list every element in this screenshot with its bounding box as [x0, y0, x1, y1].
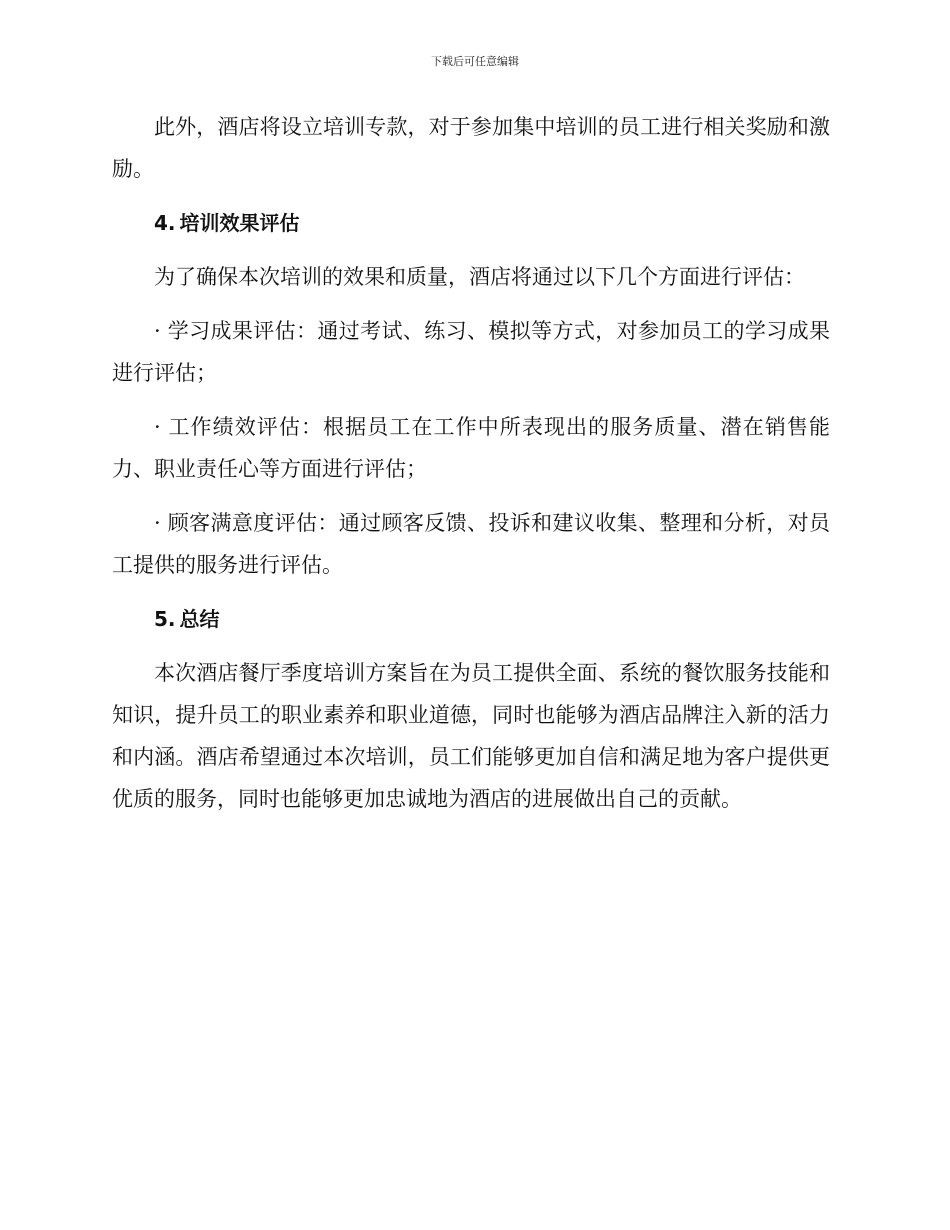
section-title: 培训效果评估 [179, 211, 300, 235]
paragraph-evaluation-intro: 为了确保本次培训的效果和质量，酒店将通过以下几个方面进行评估： [154, 265, 805, 289]
section-heading-evaluation [112, 202, 830, 244]
bullet-learning-evaluation: · 学习成果评估：通过考试、练习、模拟等方式，对参加员工的学习成果进行评估； [112, 319, 830, 385]
page-header-note: 下载后可任意编辑 [431, 55, 519, 68]
section-heading-summary [112, 598, 830, 640]
section-title: 总结 [179, 607, 220, 631]
bullet-satisfaction-evaluation: · 顾客满意度评估：通过顾客反馈、投诉和建议收集、整理和分析，对员工提供的服务进行评估。 [112, 511, 830, 577]
section-number: 4. [154, 211, 176, 235]
document-body [112, 106, 830, 820]
bullet-performance-evaluation: · 工作绩效评估：根据员工在工作中所表现出的服务质量、潜在销售能力、职业责任心等方面进行评估； [112, 415, 830, 481]
paragraph-summary: 本次酒店餐厅季度培训方案旨在为员工提供全面、系统的餐饮服务技能和知识，提升员工的职业素养和职业道德，同时也能够为酒店品牌注入新的活力和内涵。酒店希望通过本次培训，员工们能够更加自信和满足地为客户提供更优质的服务，同时也能够更加忠诚地为酒店的进展做出自己的贡献。 [112, 661, 830, 811]
paragraph-training-fund: 此外，酒店将设立培训专款，对于参加集中培训的员工进行相关奖励和激励。 [112, 115, 830, 181]
section-number: 5. [154, 607, 176, 631]
